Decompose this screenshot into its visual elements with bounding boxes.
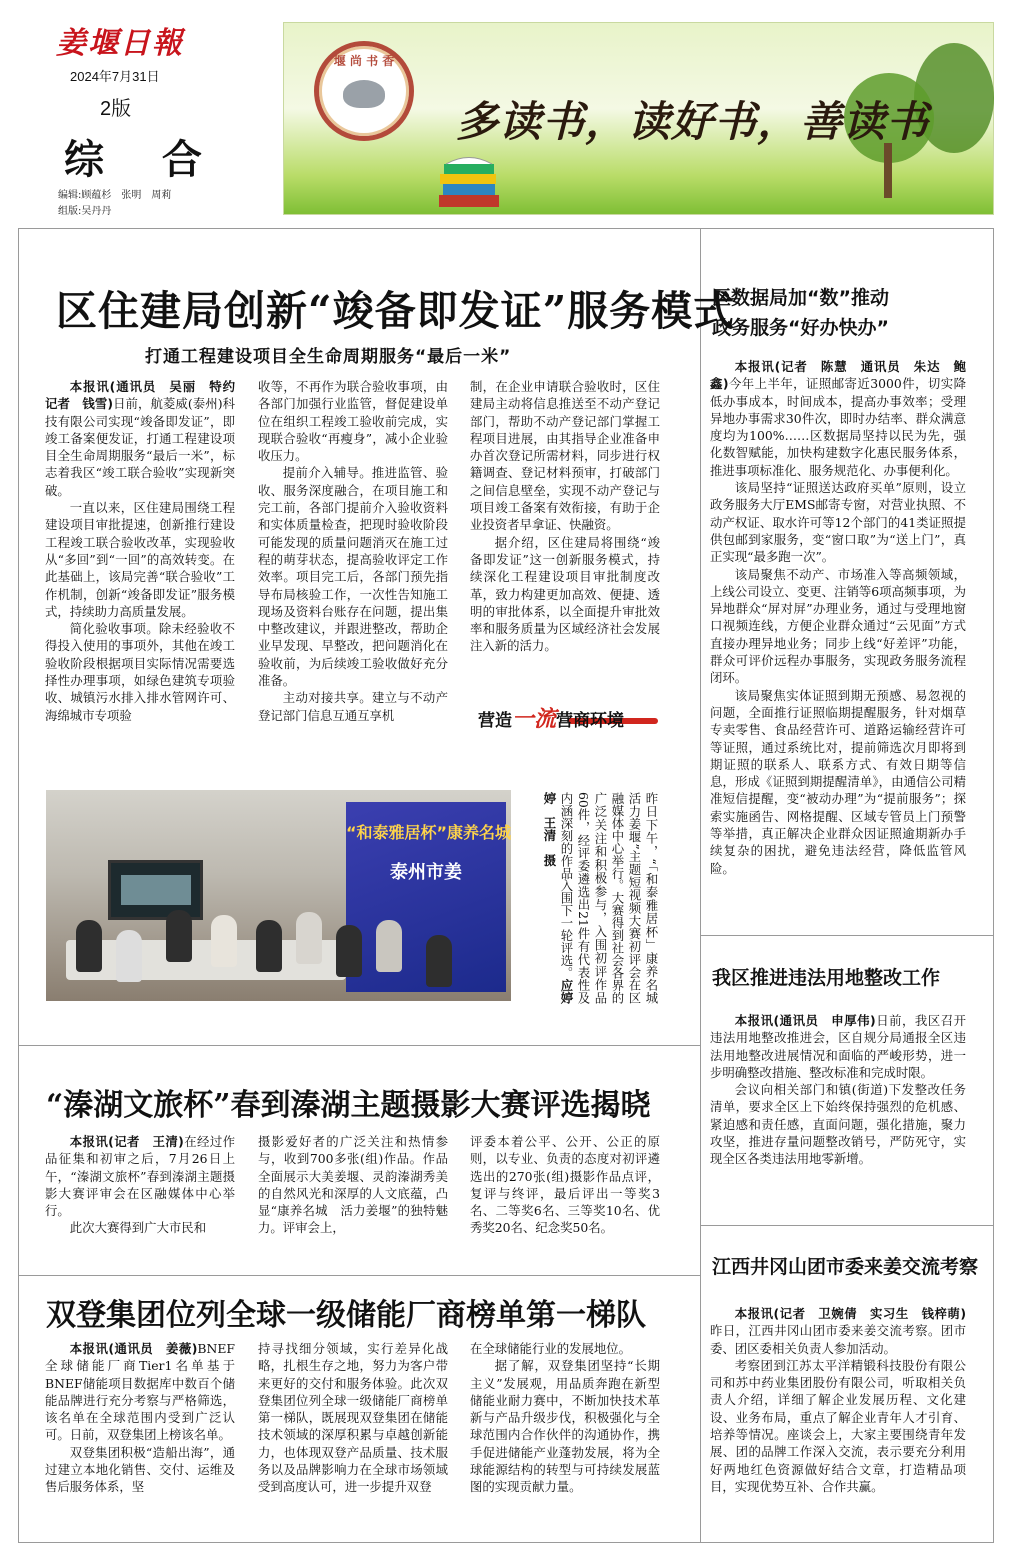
paragraph: 摄影爱好者的广泛关注和热情参与，收到700多张(组)作品。作品全面展示大美姜堰、灵韵溱湖秀美的自然风光和深厚的人文底蕴，凸显“康养名城 活力姜堰”的独特魅力。评审会上， — [258, 1134, 448, 1236]
article-column — [258, 1340, 448, 1535]
paragraph: BNEF全球储能厂商Tier1名单基于BNEF储能项目数据库中数百个储能品牌进行充分考察与严格筛选，该名单在全球范围内受到广泛认可。日前，双登集团上榜该名单。 — [45, 1341, 235, 1443]
promo-pre: 营造 — [478, 711, 512, 731]
byline: 本报讯(记者 陈慧 通讯员 朱达 鲍鑫) — [710, 359, 966, 392]
byline: 本报讯(通讯员 吴丽 特约记者 钱雪) — [45, 379, 235, 412]
layout-line: 组版:吴丹丹 — [58, 206, 112, 217]
article-lead — [710, 1305, 966, 1357]
headline: “溱湖文旅杯”春到溱湖主题摄影大赛评选揭晓 — [46, 1088, 651, 1123]
photo-credit: 应婷婷 王清 摄 — [542, 792, 574, 1004]
paragraph: 收等，不再作为联合验收事项，由各部门加强行业监管，督促建设单位在组织工程竣工验收前完成，实现联合验收“再瘦身”，减小企业验收压力。 — [258, 379, 448, 464]
backdrop-title: “和泰雅居杯”康养名城 — [346, 823, 512, 842]
byline: 本报讯(记者 卫婉倩 实习生 钱梓萌) — [734, 1306, 966, 1321]
article-column — [470, 1133, 660, 1263]
person — [376, 920, 402, 972]
emblem-logo — [314, 41, 414, 141]
article-column — [45, 1133, 235, 1263]
paragraph: 此次大赛得到广大市民和 — [69, 1220, 207, 1236]
paragraph: 简化验收事项。除未经验收不得投入使用的事项外，其他在竣工验收阶段根据项目实际情况需要选择性办理事项，如绿色建筑专项验收、城镇污水排入排水管网许可、海绵城市专项验 — [45, 621, 235, 723]
tv-image — [121, 875, 191, 905]
person — [166, 910, 192, 962]
side-headline: 江西井冈山团市委来姜交流考察 — [712, 1256, 979, 1278]
person — [211, 915, 237, 967]
article-lead — [710, 1012, 966, 1081]
paragraph: 持寻找细分领域，实行差异化战略，扎根生存之地，努力为客户带来更好的交付和服务体验。此次双登集团位列全球一级储能厂商榜单第一梯队，既展现双登集团在储能技术领域的深厚积累与卓越创新能力，也体现双登产品质量、技术服务以及品牌影响力在全球市场领域受到高度认可，进一步提升双登 — [258, 1341, 448, 1495]
article-column — [45, 378, 235, 723]
subheadline: 打通工程建设项目全生命周期服务“最后一米” — [145, 347, 512, 367]
issue-date: 2024年7月31日 — [70, 69, 160, 84]
paragraph: 在经过作品征集和初审之后，7月26日上午，“溱湖文旅杯”春到溱湖主题摄影大赛评审会在区融媒体中心举行。 — [45, 1134, 236, 1219]
person — [336, 925, 362, 977]
photo-caption — [520, 792, 660, 1017]
byline: 本报讯(通讯员 姜薇) — [69, 1341, 198, 1356]
person — [296, 912, 322, 964]
article-column — [710, 1012, 966, 1217]
paragraph: 据了解，双登集团坚持“长期主义”发展观，用品质奔跑在新型储能业耐力赛中，不断加快技术革新与产品升级步伐，积极强化与全球范围内合作伙伴的沟通协作，携手促进储能产业蓬勃发展，将为全球能源结构的转型与可持续发展蓝图的实现贡献力量。 — [470, 1358, 660, 1495]
person — [116, 930, 142, 982]
paragraph: 双登集团积极“造船出海”，通过建立本地化销售、交付、运维及售后服务体系，坚 — [45, 1444, 235, 1495]
side-headline-line: 区数据局加“数”推动 — [712, 287, 889, 309]
paragraph: 该局坚持“证照送达政府买单”原则，设立政务服务大厅EMS邮寄专窗，对营业执照、不动产权证、取水许可等12个部门的41类证照提供包邮到家服务，变“窗口取”为“送上门”，真正实现“最多跑一次”。 — [710, 480, 966, 565]
article-column — [710, 358, 966, 923]
news-photo — [46, 790, 511, 1001]
paragraph: 据介绍，区住建局将围绕“竣备即发证”这一创新服务模式，持续深化工程建设项目审批制度改革，致力构建更加高效、便捷、透明的审批体系，以全面提升审批效率和服务质量为区域经济社会发展注入新的活力。 — [470, 534, 660, 654]
backdrop-subtitle: 泰州市姜 — [390, 862, 462, 883]
side-headline-line: 政务服务“好办快办” — [712, 317, 889, 339]
promo-highlight: 一流 — [512, 707, 557, 732]
page-number: 2版 — [100, 98, 132, 120]
promo-text — [478, 702, 624, 733]
paragraph: 会议向相关部门和镇(街道)下发整改任务清单，要求全区上下始终保持强烈的危机感、紧迫感和责任感，直面问题，强化措施，聚力攻坚，推进存量问题整改销号，严防死守，实现全区各类违法用地零新增。 — [710, 1082, 966, 1167]
paragraph: 主动对接共享。建立与不动产登记部门信息互通互享机 — [258, 690, 448, 723]
article-column — [45, 1340, 235, 1535]
paragraph: 在全球储能行业的发展地位。 — [470, 1341, 632, 1356]
paragraph: 昨日，江西井冈山团市委来姜交流考察。团市委、团区委相关负责人参加活动。 — [710, 1323, 966, 1356]
person — [76, 920, 102, 972]
reading-banner — [283, 22, 994, 215]
section-divider — [18, 1045, 700, 1046]
byline: 本报讯(通讯员 申厚伟) — [734, 1013, 876, 1028]
editors-line: 编辑:顾蕴杉 张明 周莉 — [58, 190, 172, 201]
article-column — [710, 1305, 966, 1537]
section-divider — [700, 1225, 994, 1226]
banner-slogan: 多读书，读好书，善读书 — [456, 97, 930, 146]
promo-post: 营商环境 — [556, 711, 625, 731]
paper-name: 姜堰日報 — [56, 26, 184, 61]
headline: 双登集团位列全球一级储能厂商榜单第一梯队 — [46, 1298, 646, 1333]
emblem-text: 堰 尚 书 香 — [333, 54, 395, 68]
paragraph: 提前介入辅导。推进监管、验收、服务深度融合，在项目施工和完工前，各部门提前介入验收资料和实体质量检查，把现时验收阶段可能发现的质量问题消灭在施工过程的萌芽状态，提高验收评定工作效率。项目完工后，各部门预先指导布局核验工作，一次性告知施工现场及资料台账存在问题，提出集中整改建议，并跟进整改，帮助企业早发现、早整改，把问题消化在验收前，为后续竣工验收做好充分准备。 — [258, 465, 448, 689]
bird-icon — [343, 80, 385, 108]
article-column — [470, 378, 660, 690]
article-column — [470, 1340, 660, 1535]
section-divider — [18, 1275, 700, 1276]
promo-slogan — [468, 698, 658, 732]
article-column — [258, 1133, 448, 1263]
paragraph: 日前，航菱威(泰州)科技有限公司实现“竣备即发证”，即竣工备案便发证，打通工程建设项目全生命周期服务“最后一米”，标志着我区“竣工联合验收”实现新突破。 — [45, 396, 235, 498]
article-lead — [710, 358, 966, 479]
headline: 区住建局创新“竣备即发证”服务模式 — [56, 287, 736, 335]
column-divider — [700, 228, 701, 1543]
article-lead — [45, 1133, 235, 1219]
paragraph: 该局聚焦不动产、市场准入等高频领域，上线公司设立、变更、注销等6项高频事项，为异地群众“屏对屏”办理业务，通过与受理地窗口视频连线，方便企业群众通过“云见面”方式直接办理异地业务；同步上线“好差评”功能，群众可评价远程办事服务，实现政务服务流程闭环。 — [710, 566, 966, 686]
paragraph: 制，在企业申请联合验收时，区住建局主动将信息推送至不动产登记部门，帮助不动产登记部门掌握工程项目进展，由其指导企业准备申办首次登记所需材料，同步进行权籍调查、登记材料预审，打破部门之间信息壁垒，实现不动产登记与项目竣工备案有效衔接，有助于企业投资者早拿证、快融资。 — [470, 379, 660, 533]
paragraph: 该局聚焦实体证照到期无预感、易忽视的问题，全面推行证照临期提醒服务，针对烟草专卖零售、食品经营许可、道路运输经营许可等证照，通过系统比对，提前筛选次月即将到期证照的联系人、联系方式、有效日期等信息，形成《证照到期提醒清单》，由通信公司精准短信提醒，变“被动办理”为“提前服务”；探索实施函告、网格提醒、区域专管员上门预警等举措，真正解决企业群众因证照逾期新办手续复杂的困扰，避免违法经营，降低监管风险。 — [710, 687, 966, 876]
article-lead — [45, 1340, 235, 1444]
byline: 本报讯(记者 王清) — [69, 1134, 184, 1149]
paragraph: 一直以来，区住建局围绕工程建设项目审批提速，创新推行建设工程竣工联合验收改革，实现验收从“多回”到“一回”的高效转变。在此基础上，该局完善“联合验收”工作机制，创新“竣备即发证”服务模式，持续助力高质量发展。 — [45, 500, 235, 619]
editors-info — [58, 188, 171, 220]
tree-trunk — [884, 143, 892, 198]
article-lead — [45, 378, 235, 499]
caption-text: 昨日下午，“「和泰雅居杯」康养名城 活力姜堰”主题短视频大赛初评会在区融媒体中心举行。大赛得到社会各界的广泛关注和积极参与，入围初评作品60件，经评委遴选出21件有代表性及内涵深刻的作品入围下一轮评选。 — [559, 792, 659, 1017]
paragraph: 今年上半年，证照邮寄近3000件，切实降低办事成本，时间成本，提高办事效率；受理异地办事需求30件次，即时办结率、群众满意度均为100%……区数据局坚持以民为先，强化数智赋能，加快构建数字化惠民服务体系，推进事项标准化、服务规范化、办事便利化。 — [710, 376, 966, 478]
paragraph: 评委本着公平、公开、公正的原则，以专业、负责的态度对初评遴选出的270张(组)摄影作品点评，复评与终评，最后评出一等奖3名、二等奖6名、三等奖10名、优秀奖20名、纪念奖50名。 — [470, 1134, 660, 1236]
side-headline — [712, 283, 889, 343]
paragraph: 日前，我区召开违法用地整改推进会，区自规分局通报全区违法用地整改进展情况和面临的严峻形势，进一步明确整改措施、整改标准和完成时限。 — [710, 1013, 967, 1080]
section-title: 综 合 — [64, 136, 224, 183]
books-icon — [434, 151, 504, 211]
article-column — [258, 378, 448, 723]
tv-screen — [108, 860, 203, 920]
person — [426, 935, 452, 987]
side-headline: 我区推进违法用地整改工作 — [712, 967, 941, 989]
section-divider — [700, 935, 994, 936]
paragraph: 考察团到江苏太平洋精锻科技股份有限公司和苏中药业集团股份有限公司，听取相关负责人介绍，详细了解企业发展历程、文化建设、业务布局，重点了解企业青年人才引育、培养等情况。座谈会上，大家主要围绕青年发展、团的品牌工作深入交流，表示要充分利用好两地红色资源做好结合文章，打造精品项目，实现优势互补、合作共赢。 — [710, 1357, 966, 1494]
person — [256, 920, 282, 972]
